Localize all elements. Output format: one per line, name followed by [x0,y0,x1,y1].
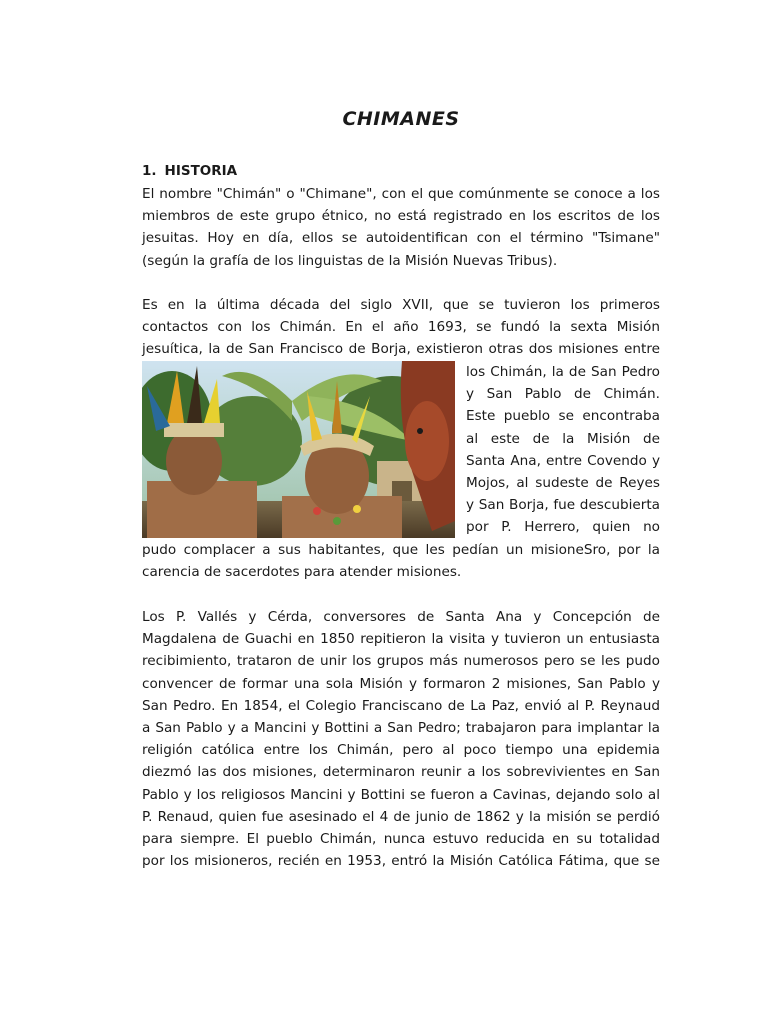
text-line: religión católica entre los Chimán, pero al poco tiempo una epidemia [142,742,660,759]
paragraph-1 [142,183,660,272]
text-line: San Pedro. En 1854, el Colegio Franciscano de La Paz, envió al P. Reynaud [142,697,660,714]
text-line: Es en la última década del siglo XVII, que se tuvieron los primeros [142,297,660,313]
text-line: los Chimán, la de San Pedro [466,364,660,380]
paragraph-2 [142,294,660,361]
text-line: recibimiento, trataron de unir los grupos más numerosos pero se les pudo [142,653,660,670]
text-line: y San Borja, fue descubierta [466,497,660,514]
paragraph-2-wrap [466,361,660,539]
text-line: jesuítica, la de San Francisco de Borja, existieron otras dos misiones entre [142,341,660,358]
text-line: (según la grafía de los linguistas de la Misión Nuevas Tribus). [142,252,558,269]
text-line: miembros de este grupo étnico, no está registrado en los escritos de los [142,208,660,225]
text-line: carencia de sacerdotes para atender misiones. [142,564,462,581]
text-line: a San Pablo y a Mancini y Bottini a San Pedro; trabajaron para implantar la [142,719,660,736]
text-line: por los misioneros, recién en 1953, entró la Misión Católica Fátima, que se [142,853,660,870]
text-line: Los P. Vallés y Cérda, conversores de Santa Ana y Concepción de [142,609,660,625]
text-line: P. Renaud, quien fue asesinado el 4 de junio de 1862 y la misión se perdió [142,808,660,825]
text-line: pudo complacer a sus habitantes, que les pedían un misioneSro, por la [142,542,660,558]
text-line: Este pueblo se encontraba [466,408,660,425]
text-line: Magdalena de Guachi en 1850 repitieron la visita y tuvieron un entusiasta [142,631,660,648]
text-line: y San Pablo de Chimán. [466,386,660,403]
text-line: por P. Herrero, quien no [466,519,660,536]
paragraph-2-tail [142,539,660,583]
section-title: HISTORIA [164,163,238,179]
text-line: para siempre. El pueblo Chimán, nunca estuvo reducida en su totalidad [142,830,660,847]
text-line: contactos con los Chimán. En el año 1693, se fundó la sexta Misión [142,319,660,336]
text-line: convencer de formar una sola Misión y formaron 2 misiones, San Pablo y [142,675,660,692]
section-number: 1. [142,163,157,179]
text-line: jesuitas. Hoy en día, ellos se autoidentifican con el término "Tsimane" [142,230,660,247]
document-page [142,0,660,1024]
text-line: al este de la Misión de [466,430,660,447]
photo-chimane-people [142,361,455,538]
text-line: El nombre "Chimán" o "Chimane", con el que comúnmente se conoce a los [142,186,660,202]
text-line: Santa Ana, entre Covendo y [466,452,660,469]
text-line: diezmó las dos misiones, determinaron reunir a los sobrevivientes en San [142,764,660,781]
section-heading [142,163,237,179]
paragraph-3 [142,606,660,872]
text-line: Mojos, al sudeste de Reyes [466,474,660,491]
page-title: CHIMANES [342,108,460,130]
text-line: Pablo y los religiosos Mancini y Bottini se fueron a Cavinas, dejando solo al [142,786,660,803]
